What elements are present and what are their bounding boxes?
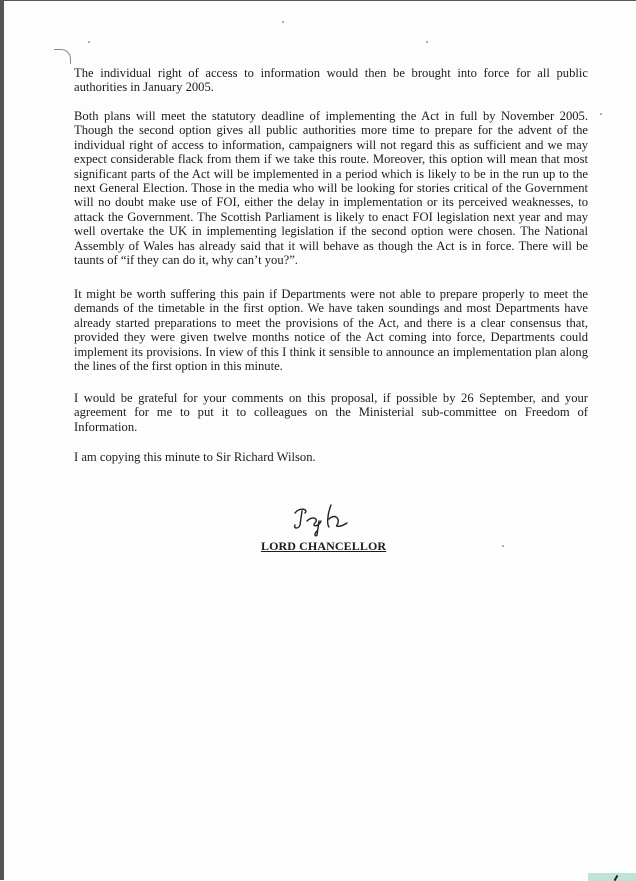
paragraph-departments-preparation: It might be worth suffering this pain if Departments were not able to prepare properly to meet the demands of the timetable in the first option. We have taken soundings and most Departments have already started preparations to meet the provisions of the Act, and there is a clear consensus that, provided they were given twelve months notice of the Act coming into force, Departments could implement its provisions. In view of this I think it sensible to announce an implementation plan along the lines of the first option in this minute.	[74, 287, 588, 374]
scan-speck	[502, 545, 504, 547]
paragraph-request-comments: I would be grateful for your comments on this proposal, if possible by 26 September, and your agreement for me to put it to colleagues on the Ministerial sub-committee on Freedom of Information.	[74, 391, 588, 434]
paragraph-implementation-date: The individual right of access to information would then be brought into force for all public authorities in January 2005.	[74, 66, 588, 95]
scan-speck	[88, 41, 90, 43]
paragraph-copying: I am copying this minute to Sir Richard Wilson.	[74, 450, 316, 464]
signature-icon	[289, 501, 369, 537]
paragraph-both-plans: Both plans will meet the statutory deadline of implementing the Act in full by November 2005. Though the second option gives all public authorities more time to prepare for the advent of the individual right of access to information, campaigners will not regard this as sufficient and we may expect considerable flack from them if we take this route. Moreover, this option will mean that most significant parts of the Act will be implemented in a period which is likely to be in the run up to the next General Election. Those in the media who will be looking for stories critical of the Government will no doubt make use of FOI, either the delay in implementation or its perceived weaknesses, to attack the Government. The Scottish Parliament is likely to enact FOI legislation next year and may well overtake the UK in implementing legislation if the second option were chosen. The National Assembly of Wales has already said that it will behave as though the Act is in force. There will be taunts of “if they can do it, why can’t you?”.	[74, 109, 588, 268]
scan-speck	[600, 113, 602, 115]
scan-speck	[282, 21, 284, 23]
signatory-title: LORD CHANCELLOR	[261, 539, 387, 553]
scan-speck	[426, 41, 428, 43]
margin-mark	[54, 49, 71, 64]
